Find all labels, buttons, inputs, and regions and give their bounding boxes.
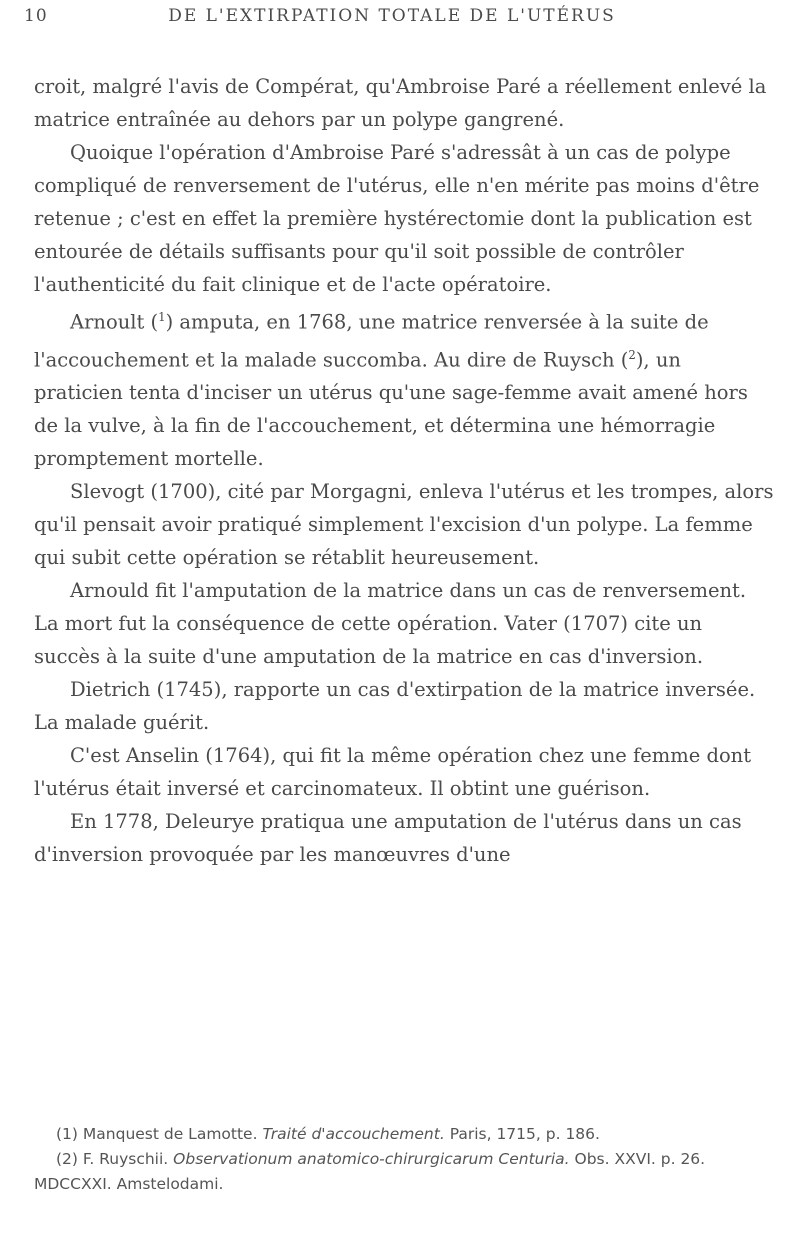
footnote-2-title: Observationum anatomico-chirurgicarum Centuria.	[173, 1150, 570, 1168]
footnote-1-details: Paris, 1715, p. 186.	[449, 1125, 600, 1143]
paragraph-6: Dietrich (1745), rapporte un cas d'extirpation de la matrice inversée. La malade guérit.	[34, 678, 756, 734]
paragraph-2: Quoique l'opération d'Ambroise Paré s'adressât à un cas de polype compliqué de renversement de l'utérus, elle n'en mérite pas moins d'être retenue ; c'est en effet la première hystérectomie dont la publication est entourée de détails suffisants pour qu'il soit possible de contrôler l'authenticité du fait clinique et de l'acte opératoire.	[34, 141, 760, 296]
running-title: DE L'EXTIRPATION TOTALE DE L'UTÉRUS	[168, 6, 616, 26]
footnote-1	[34, 1122, 776, 1147]
footnote-2-author: F. Ruyschii.	[82, 1150, 169, 1168]
running-head	[24, 6, 760, 30]
paragraph-7: C'est Anselin (1764), qui fit la même opération chez une femme dont l'utérus était inversé et carcinomateux. Il obtint une guérison.	[34, 744, 752, 800]
paragraph-5: Arnould fit l'amputation de la matrice dans un cas de renversement. La mort fut la conséquence de cette opération. Vater (1707) cite un succès à la suite d'une amputation de la matrice en cas d'inversion.	[34, 579, 747, 668]
paragraph-4: Slevogt (1700), cité par Morgagni, enleva l'utérus et les trompes, alors qu'il pensait avoir pratiqué simplement l'excision d'un polype. La femme qui subit cette opération se rétablit heureusement.	[34, 480, 774, 569]
paragraph-3-part-c: ), un praticien tenta d'inciser un utérus qu'une sage-femme avait amené hors de la vulve, à la fin de l'accouchement, et détermina une hémorragie promptement mortelle.	[34, 348, 748, 470]
paragraph-3	[34, 301, 774, 475]
footnote-1-author: Manquest de Lamotte.	[82, 1125, 258, 1143]
footnote-2-mark: (2)	[56, 1150, 78, 1168]
footnote-2	[34, 1147, 776, 1197]
paragraph-3-part-a: Arnoult (	[70, 310, 159, 334]
footnote-ref-1: 1	[158, 310, 166, 324]
footnote-1-title: Traité d'accouchement.	[262, 1125, 445, 1143]
footnote-2-details: Obs. XXVI. p. 26. MDCCXXI. Amstelodami.	[34, 1150, 706, 1193]
paragraph-8: En 1778, Deleurye pratiqua une amputation de l'utérus dans un cas d'inversion provoquée par les manœuvres d'une	[34, 810, 742, 866]
paragraph-1: croit, malgré l'avis de Compérat, qu'Ambroise Paré a réellement enlevé la matrice entraînée au dehors par un polype gangrené.	[34, 75, 767, 131]
footnote-1-mark: (1)	[56, 1125, 78, 1143]
footnote-ref-2: 2	[628, 347, 636, 362]
body-text	[34, 70, 774, 871]
paragraph-3-part-b: ) amputa, en 1768, une matrice renversée à la suite de l'accouchement et la malade succomba. Au dire de Ruysch (	[34, 310, 709, 371]
footnotes	[34, 1122, 776, 1197]
page-number: 10	[24, 6, 48, 26]
